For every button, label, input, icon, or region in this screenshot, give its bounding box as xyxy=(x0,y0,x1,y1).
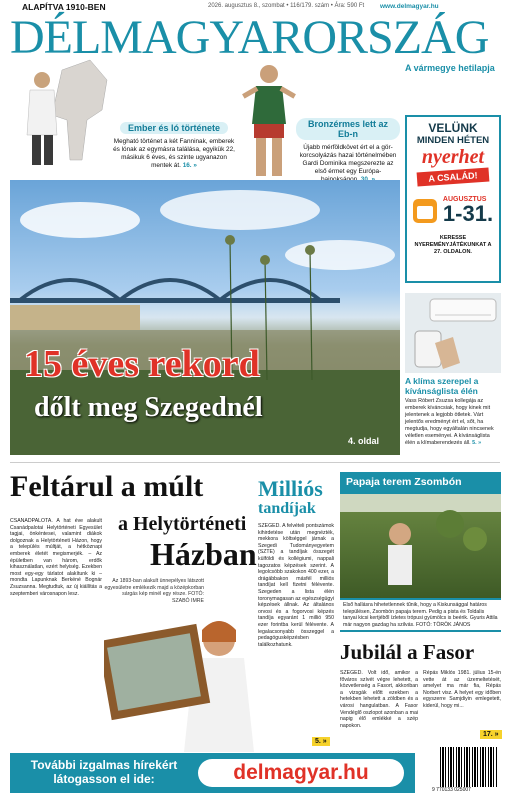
main-headline-1: Feltárul a múlt xyxy=(10,470,204,503)
calendar-icon xyxy=(413,199,437,223)
masthead-title: DÉLMAGYARORSZÁG xyxy=(10,11,489,64)
million-story-body: SZEGED. A felvételi pontszámok kihirdetése után megnézték, mekkora költséggel járnak a Szegedi Tudományegyetem (SZTE) a tandíjak összegét külföldi és kollégiumi, nappali tagozatos képzések szerint. A legolcsóbb szakokon 400 ezer, a drágábbakon másfél milliós tandíjat kell fizetni félévente. Szegeden a lista élén toronymagasan az egészségügyi képzések állnak. Az általános orvosi és a fogorvosi képzés tandíja egyaránt 1 millió 950 ezer forintba kerül félévente. A legalacsonyabb összeggel a pedagógusképzésben találkozhatunk. xyxy=(258,523,334,648)
papaya-title: Papaja terem Zsombón xyxy=(346,476,462,488)
side-story-text: Vass Róbert Zsuzsa kollegája az emberek kíváncsiak, hogy kinek mit jelentenek a legjobb ötletek. Várt jelentős eredményt ért el, sőt, ha megtudja, hogy egyáltalán nincsenek véletlen eseményei. A kívánságlista élén a klímaberendezés áll. 5. » xyxy=(405,398,494,446)
teaser-skater-title: Bronzérmes lett az Eb-n xyxy=(296,118,400,140)
papaya-box[interactable] xyxy=(340,472,501,632)
jubilee-text-right: Répás Miklós 1981. július 15-én vette át az üzemeltetését, amelyet ma már fia, Répás Norbert visz. A helyet egy időben egyszerre Samjdiyin emlegetett, kiderül, hogy mi... xyxy=(423,670,501,709)
footer-banner[interactable] xyxy=(10,753,415,793)
main-story-body: CSANÁDPALOTA. A hat éve alakult Csanádpalotai Helytörténeti Egyesület tagjai, önkéntesei, valamint diákok dolgoznak a Helytörténeti Házon, hogy a település múltját, a hétköznapi emberek életét megismerjék. – Az épületben van három, erdők kihasználatlan, ezért helyiség. Ezekben most egy-egy tárlatot alakítunk ki – mondta Lapunknak Berkéné Bognár Zsuzsanna. Megtudtuk, az új kiállítás a szeptemberi városnapon lesz. xyxy=(10,518,102,597)
teaser-horse[interactable] xyxy=(110,118,238,170)
ad-footer: KERESSE NYEREMÉNYJÁTÉKUNKAT A 27. OLDALON. xyxy=(414,235,492,255)
dateline: 2026. augusztus 8., szombat • 116/179. szám • Ára: 590 Ft xyxy=(208,3,365,9)
main-headline-3: Házban xyxy=(150,536,257,572)
barcode-number: 9 770133 025007 xyxy=(432,787,471,793)
teaser-skater[interactable] xyxy=(296,118,400,184)
footer-url-pill[interactable]: delmagyar.hu xyxy=(198,759,404,787)
hero-photo-bridge[interactable] xyxy=(10,180,400,455)
teaser-skater-text: Újabb mérföldkövet ért el a gör-korcsolyázás hazai történelmében Gardi Dominika megszerezte az első érmet egy Európa- xyxy=(299,144,397,175)
site-url[interactable]: www.delmagyar.hu xyxy=(380,3,439,10)
barcode xyxy=(440,747,498,787)
million-headline-2: tandíjak xyxy=(258,500,316,517)
ad-script: nyerhet xyxy=(421,146,485,168)
horse-rider-photo xyxy=(12,50,110,170)
woman-frame-photo xyxy=(104,612,254,752)
side-story-ac[interactable] xyxy=(405,376,501,447)
ad-line2: MINDEN HÉTEN xyxy=(416,135,490,146)
jubilee-title: Jubilál a Fasor xyxy=(340,640,475,664)
papaya-photo xyxy=(340,494,501,598)
jubilee-page-ref[interactable]: 17. » xyxy=(480,730,502,739)
ad-box-family[interactable] xyxy=(405,115,501,283)
masthead-tagline: A vármegye hetilapja xyxy=(405,63,495,73)
side-story-title: A klíma szerepel a kívánságlista élén xyxy=(405,376,479,396)
jubilee-text-left: SZEGED. Volt idő, amikor a főváros szívét végre lehetett, a közvetlenség a Fasort, akkoriban a vizsgák előtt ezekben a hetekben lehetett a zöldben és a városi hangulatban. A Fasor Vendéglő oszlopot azonban a mai napig élő emlékké a szép napokon. xyxy=(340,670,418,729)
hero-headline-1: 15 éves rekord xyxy=(24,343,260,385)
million-page-ref[interactable]: 5. » xyxy=(312,737,330,746)
skater-photo xyxy=(240,60,298,178)
main-story-caption: Az 1893-ban alakult ünnepélyes látszott egyesületre emlékezik majd a középkorban sárgás kép minél egy része. FOTÓ: SZABÓ IMRE xyxy=(104,578,204,604)
teaser-horse-title: Ember és ló története xyxy=(120,122,228,134)
hero-headline-2: dőlt meg Szegednél xyxy=(34,392,263,423)
founded-label: ALAPÍTVA 1910-BEN xyxy=(22,2,106,12)
ad-ribbon: A CSALÁD! xyxy=(417,168,490,187)
ad-cal-days: 1-31. xyxy=(442,201,494,226)
footer-text: További izgalmas hírekért látogasson el ide: xyxy=(30,758,178,786)
divider xyxy=(10,462,500,463)
hero-page-ref[interactable]: 4. oldal xyxy=(348,436,380,446)
million-headline-1: Milliós xyxy=(258,476,323,501)
ad-cal-month: AUGUSZTUS xyxy=(442,196,487,203)
ac-photo xyxy=(405,293,501,373)
teaser-horse-text: Megható történet a két Fanninak, emberek és lónak az egymásra találása, egyikük 22, másikuk 6 éves, és szinte ugyanazon mentek át. 16. » xyxy=(113,138,235,169)
papaya-caption: Első hallásra hihetetlennek tűnik, hogy a Kiskunsággal határos településen, Zsombón papaja terem. Pedig a pista és Toldalis tanyai kicsi kertjéből ízletes trópusi gyümölcs is beérik. Gyuris Attila már nagyon gazdag ha szilvás. FOTÓ: TÖRÖK JÁNOS xyxy=(340,600,501,630)
ad-line1: VELÜNK xyxy=(428,121,478,135)
main-headline-2: a Helytörténeti xyxy=(118,513,247,535)
